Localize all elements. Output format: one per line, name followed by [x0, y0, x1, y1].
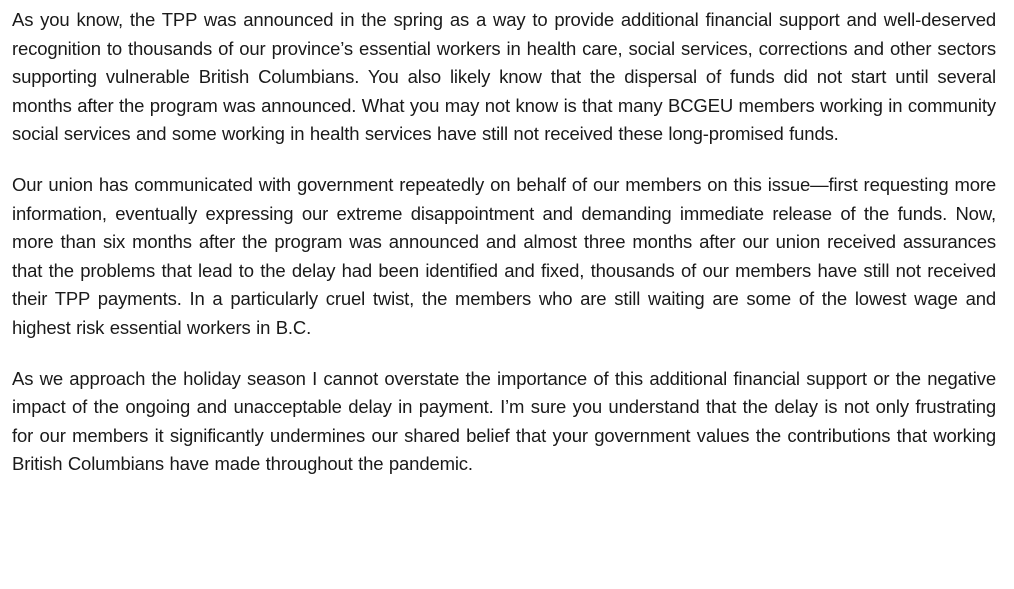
letter-paragraph-3: As we approach the holiday season I cannot overstate the importance of this additional financial support or the negative impact of the ongoing and unacceptable delay in payment. I’m sure you understand that the delay is not only frustrating for our members it significantly undermines our shared belief that your government values the contributions that working British Columbians have made throughout the pandemic.: [12, 367, 996, 475]
letter-paragraph-1: As you know, the TPP was announced in the spring as a way to provide additional financial support and well-deserved recognition to thousands of our province’s essential workers in health care, social services, corrections and other sectors supporting vulnerable British Columbians. You also likely know that the dispersal of funds did not start until several months after the program was announced. What you may not know is that many BCGEU members working in community social services and some working in health services have still not received these long-promised funds.: [12, 9, 996, 145]
letter-paragraph-2: Our union has communicated with government repeatedly on behalf of our members on this issue—first requesting more information, eventually expressing our extreme disappointment and demanding immediate release of the funds. Now, more than six months after the program was announced and almost three months after our union received assurances that the problems that lead to the delay had been identified and fixed, thousands of our members have still not received their TPP payments. In a particularly cruel twist, the members who are still waiting are some of the lowest wage and highest risk essential workers in B.C.: [12, 173, 996, 338]
